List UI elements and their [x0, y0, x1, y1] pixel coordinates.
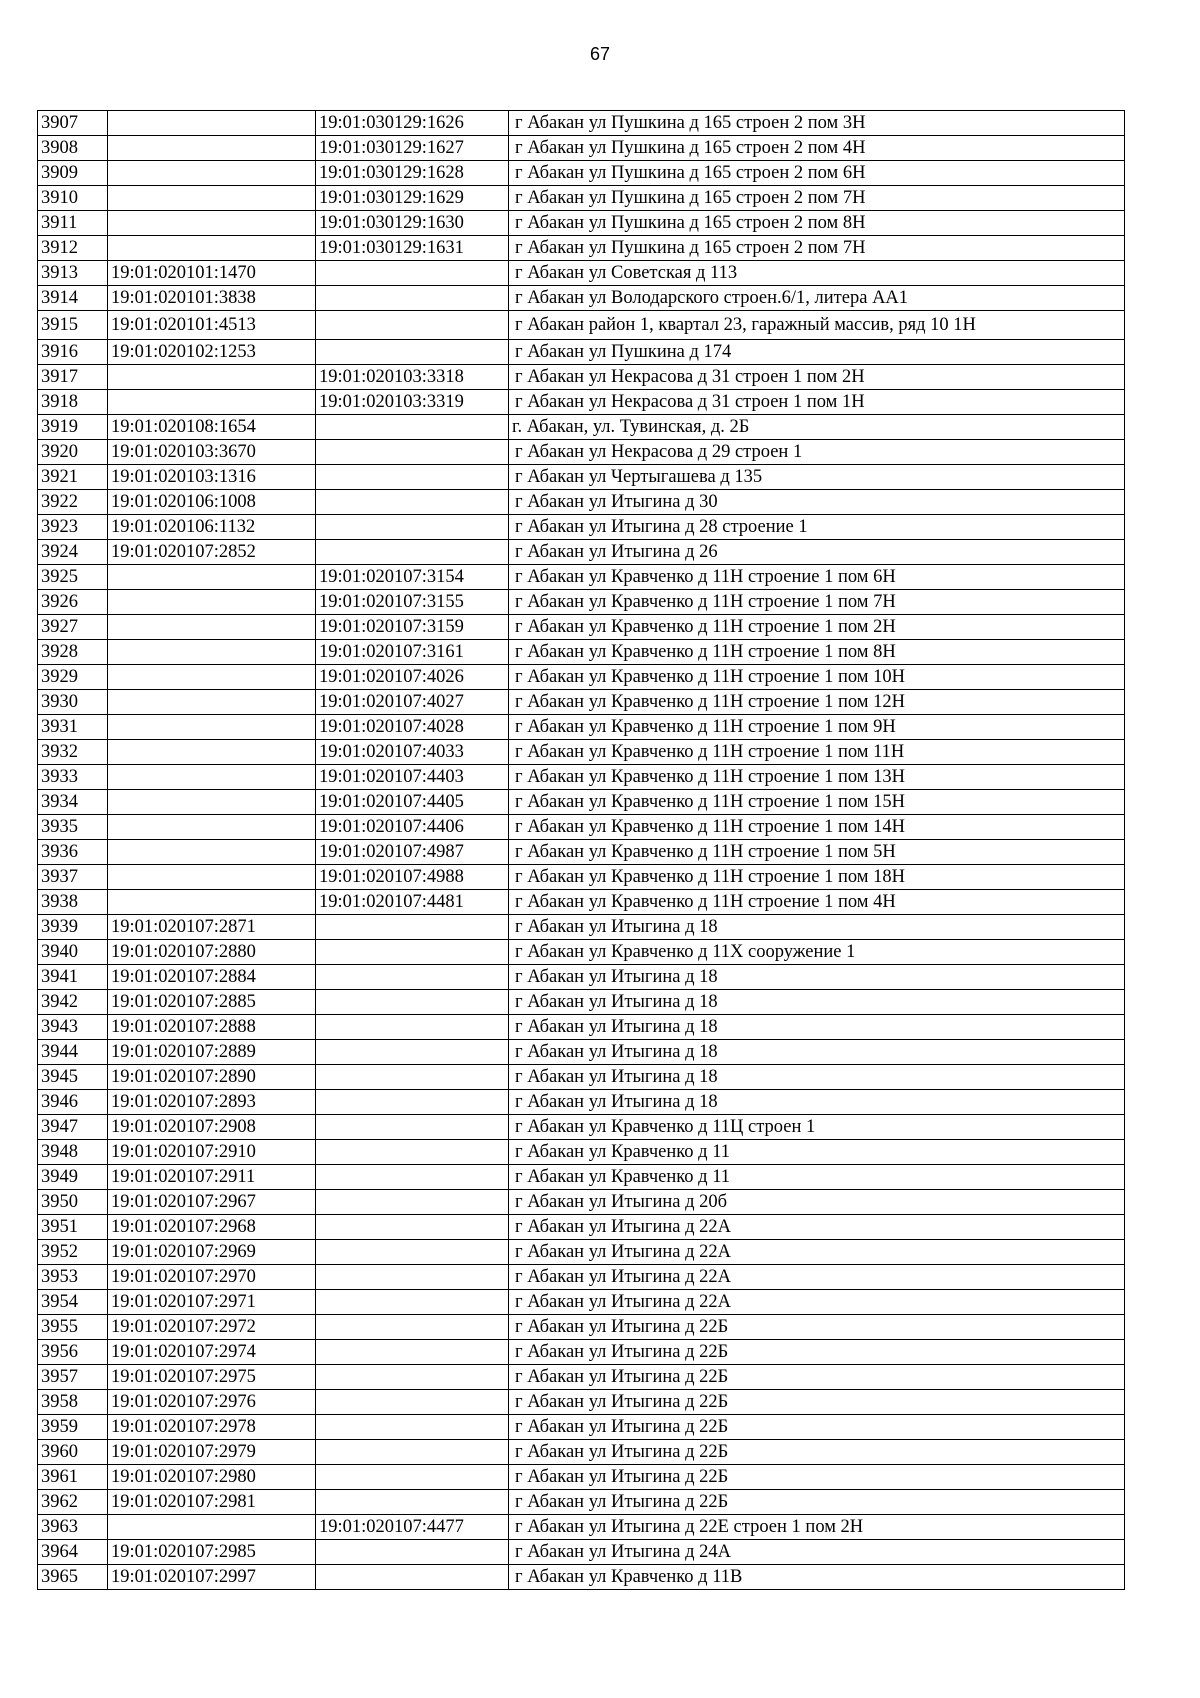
- row-number-cell: 3916: [38, 340, 108, 365]
- table-row: [38, 186, 1125, 211]
- object-cadastral-number-cell: [316, 515, 509, 540]
- table-row: [38, 965, 1125, 990]
- land-cadastral-number-cell: 19:01:020107:2908: [108, 1115, 316, 1140]
- land-cadastral-number-cell: 19:01:020107:2910: [108, 1140, 316, 1165]
- row-number-cell: 3947: [38, 1115, 108, 1140]
- address-cell: г Абакан ул Итыгина д 22А: [509, 1265, 1125, 1290]
- object-cadastral-number-cell: 19:01:020107:4026: [316, 665, 509, 690]
- row-number-cell: 3920: [38, 440, 108, 465]
- page-number: 67: [589, 44, 611, 64]
- address-cell: г Абакан ул Некрасова д 31 строен 1 пом 2Н: [509, 365, 1125, 390]
- object-cadastral-number-cell: [316, 1015, 509, 1040]
- row-number-cell: 3931: [38, 715, 108, 740]
- table-row: [38, 1115, 1125, 1140]
- table-row: [38, 1290, 1125, 1315]
- table-row: [38, 236, 1125, 261]
- table-row: [38, 440, 1125, 465]
- row-number-cell: 3910: [38, 186, 108, 211]
- table-row: [38, 1415, 1125, 1440]
- row-number-cell: 3960: [38, 1440, 108, 1465]
- object-cadastral-number-cell: [316, 1265, 509, 1290]
- object-cadastral-number-cell: [316, 1315, 509, 1340]
- land-cadastral-number-cell: [108, 765, 316, 790]
- table-row: [38, 765, 1125, 790]
- land-cadastral-number-cell: 19:01:020103:1316: [108, 465, 316, 490]
- land-cadastral-number-cell: 19:01:020107:2880: [108, 940, 316, 965]
- object-cadastral-number-cell: [316, 1190, 509, 1215]
- land-cadastral-number-cell: [108, 136, 316, 161]
- row-number-cell: 3925: [38, 565, 108, 590]
- land-cadastral-number-cell: 19:01:020107:2985: [108, 1540, 316, 1565]
- land-cadastral-number-cell: [108, 365, 316, 390]
- object-cadastral-number-cell: 19:01:030129:1627: [316, 136, 509, 161]
- address-cell: г Абакан ул Некрасова д 31 строен 1 пом 1Н: [509, 390, 1125, 415]
- land-cadastral-number-cell: [108, 890, 316, 915]
- row-number-cell: 3928: [38, 640, 108, 665]
- object-cadastral-number-cell: 19:01:030129:1631: [316, 236, 509, 261]
- address-cell: г Абакан ул Итыгина д 22Б: [509, 1465, 1125, 1490]
- table-row: [38, 915, 1125, 940]
- object-cadastral-number-cell: [316, 940, 509, 965]
- table-row: [38, 1465, 1125, 1490]
- row-number-cell: 3937: [38, 865, 108, 890]
- registry-table-body: [38, 111, 1125, 1590]
- object-cadastral-number-cell: [316, 1065, 509, 1090]
- object-cadastral-number-cell: [316, 540, 509, 565]
- table-row: [38, 136, 1125, 161]
- address-cell: г Абакан ул Некрасова д 29 строен 1: [509, 440, 1125, 465]
- address-cell: г Абакан ул Итыгина д 18: [509, 965, 1125, 990]
- table-row: [38, 1190, 1125, 1215]
- table-row: [38, 565, 1125, 590]
- row-number-cell: 3909: [38, 161, 108, 186]
- object-cadastral-number-cell: [316, 990, 509, 1015]
- address-cell: г Абакан ул Итыгина д 18: [509, 915, 1125, 940]
- land-cadastral-number-cell: [108, 111, 316, 136]
- land-cadastral-number-cell: 19:01:020107:2911: [108, 1165, 316, 1190]
- address-cell: г Абакан ул Итыгина д 28 строение 1: [509, 515, 1125, 540]
- address-cell: г Абакан ул Итыгина д 22Б: [509, 1440, 1125, 1465]
- table-row: [38, 665, 1125, 690]
- address-cell: г Абакан ул Итыгина д 22А: [509, 1290, 1125, 1315]
- row-number-cell: 3948: [38, 1140, 108, 1165]
- row-number-cell: 3911: [38, 211, 108, 236]
- row-number-cell: 3942: [38, 990, 108, 1015]
- land-cadastral-number-cell: [108, 236, 316, 261]
- object-cadastral-number-cell: 19:01:020107:4406: [316, 815, 509, 840]
- table-row: [38, 1015, 1125, 1040]
- object-cadastral-number-cell: [316, 1290, 509, 1315]
- table-row: [38, 865, 1125, 890]
- object-cadastral-number-cell: [316, 440, 509, 465]
- address-cell: г Абакан ул Итыгина д 22Б: [509, 1315, 1125, 1340]
- row-number-cell: 3944: [38, 1040, 108, 1065]
- table-row: [38, 365, 1125, 390]
- row-number-cell: 3953: [38, 1265, 108, 1290]
- table-row: [38, 790, 1125, 815]
- land-cadastral-number-cell: 19:01:020107:2974: [108, 1340, 316, 1365]
- row-number-cell: 3934: [38, 790, 108, 815]
- row-number-cell: 3952: [38, 1240, 108, 1265]
- land-cadastral-number-cell: [108, 715, 316, 740]
- row-number-cell: 3964: [38, 1540, 108, 1565]
- land-cadastral-number-cell: [108, 1515, 316, 1540]
- object-cadastral-number-cell: 19:01:020107:4988: [316, 865, 509, 890]
- table-row: [38, 990, 1125, 1015]
- address-cell: г Абакан ул Кравченко д 11Н строение 1 пом 11Н: [509, 740, 1125, 765]
- row-number-cell: 3930: [38, 690, 108, 715]
- address-cell: г Абакан ул Кравченко д 11Н строение 1 пом 9Н: [509, 715, 1125, 740]
- row-number-cell: 3921: [38, 465, 108, 490]
- object-cadastral-number-cell: 19:01:030129:1628: [316, 161, 509, 186]
- table-row: [38, 690, 1125, 715]
- object-cadastral-number-cell: 19:01:020107:3161: [316, 640, 509, 665]
- object-cadastral-number-cell: [316, 340, 509, 365]
- object-cadastral-number-cell: 19:01:020107:4403: [316, 765, 509, 790]
- address-cell: г Абакан ул Итыгина д 22Е строен 1 пом 2Н: [509, 1515, 1125, 1540]
- land-cadastral-number-cell: 19:01:020107:2968: [108, 1215, 316, 1240]
- land-cadastral-number-cell: [108, 740, 316, 765]
- object-cadastral-number-cell: [316, 1490, 509, 1515]
- land-cadastral-number-cell: 19:01:020108:1654: [108, 415, 316, 440]
- object-cadastral-number-cell: 19:01:030129:1630: [316, 211, 509, 236]
- object-cadastral-number-cell: [316, 261, 509, 286]
- object-cadastral-number-cell: [316, 1040, 509, 1065]
- address-cell: г Абакан район 1, квартал 23, гаражный массив, ряд 10 1Н: [509, 311, 1125, 340]
- land-cadastral-number-cell: [108, 865, 316, 890]
- row-number-cell: 3936: [38, 840, 108, 865]
- land-cadastral-number-cell: 19:01:020102:1253: [108, 340, 316, 365]
- object-cadastral-number-cell: [316, 1165, 509, 1190]
- land-cadastral-number-cell: 19:01:020107:2979: [108, 1440, 316, 1465]
- address-cell: г Абакан ул Итыгина д 22Б: [509, 1415, 1125, 1440]
- land-cadastral-number-cell: 19:01:020103:3670: [108, 440, 316, 465]
- land-cadastral-number-cell: 19:01:020107:2967: [108, 1190, 316, 1215]
- address-cell: г Абакан ул Кравченко д 11: [509, 1140, 1125, 1165]
- land-cadastral-number-cell: [108, 815, 316, 840]
- row-number-cell: 3939: [38, 915, 108, 940]
- address-cell: г Абакан ул Кравченко д 11Н строение 1 пом 10Н: [509, 665, 1125, 690]
- address-cell: г Абакан ул Итыгина д 26: [509, 540, 1125, 565]
- land-cadastral-number-cell: 19:01:020107:2981: [108, 1490, 316, 1515]
- address-cell: г Абакан ул Пушкина д 165 строен 2 пом 8Н: [509, 211, 1125, 236]
- address-cell: г Абакан ул Итыгина д 22А: [509, 1240, 1125, 1265]
- object-cadastral-number-cell: [316, 1565, 509, 1590]
- address-cell: г Абакан ул Итыгина д 18: [509, 1090, 1125, 1115]
- object-cadastral-number-cell: 19:01:030129:1629: [316, 186, 509, 211]
- table-row: [38, 1265, 1125, 1290]
- object-cadastral-number-cell: [316, 965, 509, 990]
- object-cadastral-number-cell: [316, 1465, 509, 1490]
- object-cadastral-number-cell: 19:01:020107:4987: [316, 840, 509, 865]
- row-number-cell: 3958: [38, 1390, 108, 1415]
- object-cadastral-number-cell: [316, 286, 509, 311]
- object-cadastral-number-cell: [316, 915, 509, 940]
- address-cell: г Абакан ул Итыгина д 22Б: [509, 1365, 1125, 1390]
- land-cadastral-number-cell: 19:01:020101:4513: [108, 311, 316, 340]
- table-row: [38, 1090, 1125, 1115]
- address-cell: г Абакан ул Кравченко д 11: [509, 1165, 1125, 1190]
- row-number-cell: 3938: [38, 890, 108, 915]
- land-cadastral-number-cell: 19:01:020107:2970: [108, 1265, 316, 1290]
- object-cadastral-number-cell: [316, 415, 509, 440]
- address-cell: г Абакан ул Кравченко д 11Н строение 1 пом 4Н: [509, 890, 1125, 915]
- table-row: [38, 211, 1125, 236]
- row-number-cell: 3918: [38, 390, 108, 415]
- row-number-cell: 3957: [38, 1365, 108, 1390]
- table-row: [38, 615, 1125, 640]
- land-cadastral-number-cell: [108, 186, 316, 211]
- land-cadastral-number-cell: 19:01:020107:2888: [108, 1015, 316, 1040]
- table-row: [38, 1340, 1125, 1365]
- table-row: [38, 161, 1125, 186]
- object-cadastral-number-cell: [316, 490, 509, 515]
- table-row: [38, 1365, 1125, 1390]
- row-number-cell: 3935: [38, 815, 108, 840]
- address-cell: г Абакан ул Кравченко д 11Н строение 1 пом 18Н: [509, 865, 1125, 890]
- land-cadastral-number-cell: 19:01:020101:1470: [108, 261, 316, 286]
- land-cadastral-number-cell: [108, 390, 316, 415]
- object-cadastral-number-cell: 19:01:020107:4477: [316, 1515, 509, 1540]
- address-cell: г Абакан ул Итыгина д 22Б: [509, 1340, 1125, 1365]
- object-cadastral-number-cell: [316, 1540, 509, 1565]
- address-cell: г Абакан ул Итыгина д 24А: [509, 1540, 1125, 1565]
- table-row: [38, 1440, 1125, 1465]
- address-cell: г Абакан ул Итыгина д 22Б: [509, 1390, 1125, 1415]
- land-cadastral-number-cell: 19:01:020107:2997: [108, 1565, 316, 1590]
- address-cell: г Абакан ул Пушкина д 174: [509, 340, 1125, 365]
- address-cell: г Абакан ул Итыгина д 18: [509, 990, 1125, 1015]
- row-number-cell: 3922: [38, 490, 108, 515]
- row-number-cell: 3961: [38, 1465, 108, 1490]
- land-cadastral-number-cell: 19:01:020107:2969: [108, 1240, 316, 1265]
- land-cadastral-number-cell: 19:01:020106:1132: [108, 515, 316, 540]
- address-cell: г Абакан ул Итыгина д 22Б: [509, 1490, 1125, 1515]
- address-cell: г Абакан ул Кравченко д 11Ц строен 1: [509, 1115, 1125, 1140]
- address-cell: г Абакан ул Пушкина д 165 строен 2 пом 7Н: [509, 236, 1125, 261]
- table-row: [38, 840, 1125, 865]
- land-cadastral-number-cell: [108, 690, 316, 715]
- object-cadastral-number-cell: [316, 1215, 509, 1240]
- table-row: [38, 1140, 1125, 1165]
- address-cell: г Абакан ул Итыгина д 20б: [509, 1190, 1125, 1215]
- land-cadastral-number-cell: 19:01:020107:2893: [108, 1090, 316, 1115]
- table-row: [38, 1165, 1125, 1190]
- land-cadastral-number-cell: [108, 590, 316, 615]
- table-row: [38, 111, 1125, 136]
- address-cell: г. Абакан, ул. Тувинская, д. 2Б: [509, 415, 1125, 440]
- table-row: [38, 1240, 1125, 1265]
- land-cadastral-number-cell: 19:01:020101:3838: [108, 286, 316, 311]
- land-cadastral-number-cell: [108, 565, 316, 590]
- object-cadastral-number-cell: 19:01:020107:4405: [316, 790, 509, 815]
- address-cell: г Абакан ул Володарского строен.6/1, литера АА1: [509, 286, 1125, 311]
- land-cadastral-number-cell: 19:01:020107:2889: [108, 1040, 316, 1065]
- address-cell: г Абакан ул Итыгина д 18: [509, 1065, 1125, 1090]
- land-cadastral-number-cell: [108, 840, 316, 865]
- object-cadastral-number-cell: 19:01:020107:4028: [316, 715, 509, 740]
- land-cadastral-number-cell: 19:01:020107:2972: [108, 1315, 316, 1340]
- row-number-cell: 3915: [38, 311, 108, 340]
- object-cadastral-number-cell: 19:01:020107:4481: [316, 890, 509, 915]
- row-number-cell: 3945: [38, 1065, 108, 1090]
- row-number-cell: 3954: [38, 1290, 108, 1315]
- table-row: [38, 340, 1125, 365]
- row-number-cell: 3908: [38, 136, 108, 161]
- row-number-cell: 3926: [38, 590, 108, 615]
- table-row: [38, 1540, 1125, 1565]
- object-cadastral-number-cell: 19:01:020103:3318: [316, 365, 509, 390]
- object-cadastral-number-cell: [316, 1365, 509, 1390]
- land-cadastral-number-cell: 19:01:020107:2890: [108, 1065, 316, 1090]
- row-number-cell: 3951: [38, 1215, 108, 1240]
- land-cadastral-number-cell: [108, 161, 316, 186]
- table-row: [38, 740, 1125, 765]
- table-row: [38, 1390, 1125, 1415]
- table-row: [38, 640, 1125, 665]
- table-row: [38, 1490, 1125, 1515]
- object-cadastral-number-cell: 19:01:020107:3155: [316, 590, 509, 615]
- row-number-cell: 3965: [38, 1565, 108, 1590]
- row-number-cell: 3919: [38, 415, 108, 440]
- address-cell: г Абакан ул Чертыгашева д 135: [509, 465, 1125, 490]
- table-row: [38, 1215, 1125, 1240]
- address-cell: г Абакан ул Пушкина д 165 строен 2 пом 3Н: [509, 111, 1125, 136]
- object-cadastral-number-cell: [316, 1140, 509, 1165]
- row-number-cell: 3941: [38, 965, 108, 990]
- object-cadastral-number-cell: [316, 1115, 509, 1140]
- object-cadastral-number-cell: [316, 465, 509, 490]
- address-cell: г Абакан ул Советская д 113: [509, 261, 1125, 286]
- property-registry-table: [37, 110, 1125, 1590]
- address-cell: г Абакан ул Кравченко д 11В: [509, 1565, 1125, 1590]
- table-row: [38, 490, 1125, 515]
- table-row: [38, 1040, 1125, 1065]
- table-row: [38, 415, 1125, 440]
- table-row: [38, 261, 1125, 286]
- row-number-cell: 3943: [38, 1015, 108, 1040]
- table-row: [38, 311, 1125, 340]
- row-number-cell: 3907: [38, 111, 108, 136]
- address-cell: г Абакан ул Кравченко д 11Н строение 1 пом 6Н: [509, 565, 1125, 590]
- land-cadastral-number-cell: 19:01:020107:2976: [108, 1390, 316, 1415]
- table-row: [38, 465, 1125, 490]
- land-cadastral-number-cell: [108, 790, 316, 815]
- object-cadastral-number-cell: 19:01:020107:3154: [316, 565, 509, 590]
- land-cadastral-number-cell: [108, 615, 316, 640]
- address-cell: г Абакан ул Кравченко д 11Н строение 1 пом 8Н: [509, 640, 1125, 665]
- object-cadastral-number-cell: [316, 1440, 509, 1465]
- table-row: [38, 1065, 1125, 1090]
- table-row: [38, 515, 1125, 540]
- object-cadastral-number-cell: 19:01:020103:3319: [316, 390, 509, 415]
- row-number-cell: 3949: [38, 1165, 108, 1190]
- row-number-cell: 3917: [38, 365, 108, 390]
- table-row: [38, 715, 1125, 740]
- address-cell: г Абакан ул Кравченко д 11Х сооружение 1: [509, 940, 1125, 965]
- row-number-cell: 3950: [38, 1190, 108, 1215]
- row-number-cell: 3929: [38, 665, 108, 690]
- row-number-cell: 3912: [38, 236, 108, 261]
- land-cadastral-number-cell: 19:01:020107:2852: [108, 540, 316, 565]
- land-cadastral-number-cell: 19:01:020107:2885: [108, 990, 316, 1015]
- land-cadastral-number-cell: 19:01:020107:2871: [108, 915, 316, 940]
- table-row: [38, 1565, 1125, 1590]
- address-cell: г Абакан ул Пушкина д 165 строен 2 пом 6Н: [509, 161, 1125, 186]
- table-row: [38, 540, 1125, 565]
- row-number-cell: 3956: [38, 1340, 108, 1365]
- object-cadastral-number-cell: 19:01:020107:4027: [316, 690, 509, 715]
- table-row: [38, 890, 1125, 915]
- row-number-cell: 3932: [38, 740, 108, 765]
- address-cell: г Абакан ул Кравченко д 11Н строение 1 пом 13Н: [509, 765, 1125, 790]
- row-number-cell: 3955: [38, 1315, 108, 1340]
- address-cell: г Абакан ул Итыгина д 30: [509, 490, 1125, 515]
- land-cadastral-number-cell: 19:01:020106:1008: [108, 490, 316, 515]
- object-cadastral-number-cell: [316, 1390, 509, 1415]
- row-number-cell: 3913: [38, 261, 108, 286]
- row-number-cell: 3963: [38, 1515, 108, 1540]
- address-cell: г Абакан ул Кравченко д 11Н строение 1 пом 7Н: [509, 590, 1125, 615]
- object-cadastral-number-cell: 19:01:020107:3159: [316, 615, 509, 640]
- address-cell: г Абакан ул Итыгина д 18: [509, 1040, 1125, 1065]
- row-number-cell: 3946: [38, 1090, 108, 1115]
- row-number-cell: 3924: [38, 540, 108, 565]
- row-number-cell: 3940: [38, 940, 108, 965]
- land-cadastral-number-cell: 19:01:020107:2971: [108, 1290, 316, 1315]
- table-row: [38, 1515, 1125, 1540]
- address-cell: г Абакан ул Кравченко д 11Н строение 1 пом 14Н: [509, 815, 1125, 840]
- row-number-cell: 3927: [38, 615, 108, 640]
- address-cell: г Абакан ул Кравченко д 11Н строение 1 пом 12Н: [509, 690, 1125, 715]
- address-cell: г Абакан ул Кравченко д 11Н строение 1 пом 15Н: [509, 790, 1125, 815]
- object-cadastral-number-cell: 19:01:030129:1626: [316, 111, 509, 136]
- row-number-cell: 3962: [38, 1490, 108, 1515]
- object-cadastral-number-cell: 19:01:020107:4033: [316, 740, 509, 765]
- land-cadastral-number-cell: 19:01:020107:2884: [108, 965, 316, 990]
- address-cell: г Абакан ул Пушкина д 165 строен 2 пом 7Н: [509, 186, 1125, 211]
- land-cadastral-number-cell: [108, 665, 316, 690]
- table-row: [38, 1315, 1125, 1340]
- land-cadastral-number-cell: [108, 211, 316, 236]
- table-row: [38, 390, 1125, 415]
- row-number-cell: 3914: [38, 286, 108, 311]
- table-row: [38, 590, 1125, 615]
- address-cell: г Абакан ул Итыгина д 22А: [509, 1215, 1125, 1240]
- land-cadastral-number-cell: 19:01:020107:2980: [108, 1465, 316, 1490]
- land-cadastral-number-cell: [108, 640, 316, 665]
- table-row: [38, 815, 1125, 840]
- table-row: [38, 940, 1125, 965]
- land-cadastral-number-cell: 19:01:020107:2975: [108, 1365, 316, 1390]
- address-cell: г Абакан ул Пушкина д 165 строен 2 пом 4Н: [509, 136, 1125, 161]
- address-cell: г Абакан ул Кравченко д 11Н строение 1 пом 5Н: [509, 840, 1125, 865]
- row-number-cell: 3959: [38, 1415, 108, 1440]
- land-cadastral-number-cell: 19:01:020107:2978: [108, 1415, 316, 1440]
- object-cadastral-number-cell: [316, 1090, 509, 1115]
- address-cell: г Абакан ул Кравченко д 11Н строение 1 пом 2Н: [509, 615, 1125, 640]
- object-cadastral-number-cell: [316, 1415, 509, 1440]
- table-row: [38, 286, 1125, 311]
- row-number-cell: 3923: [38, 515, 108, 540]
- object-cadastral-number-cell: [316, 1240, 509, 1265]
- object-cadastral-number-cell: [316, 1340, 509, 1365]
- object-cadastral-number-cell: [316, 311, 509, 340]
- row-number-cell: 3933: [38, 765, 108, 790]
- address-cell: г Абакан ул Итыгина д 18: [509, 1015, 1125, 1040]
